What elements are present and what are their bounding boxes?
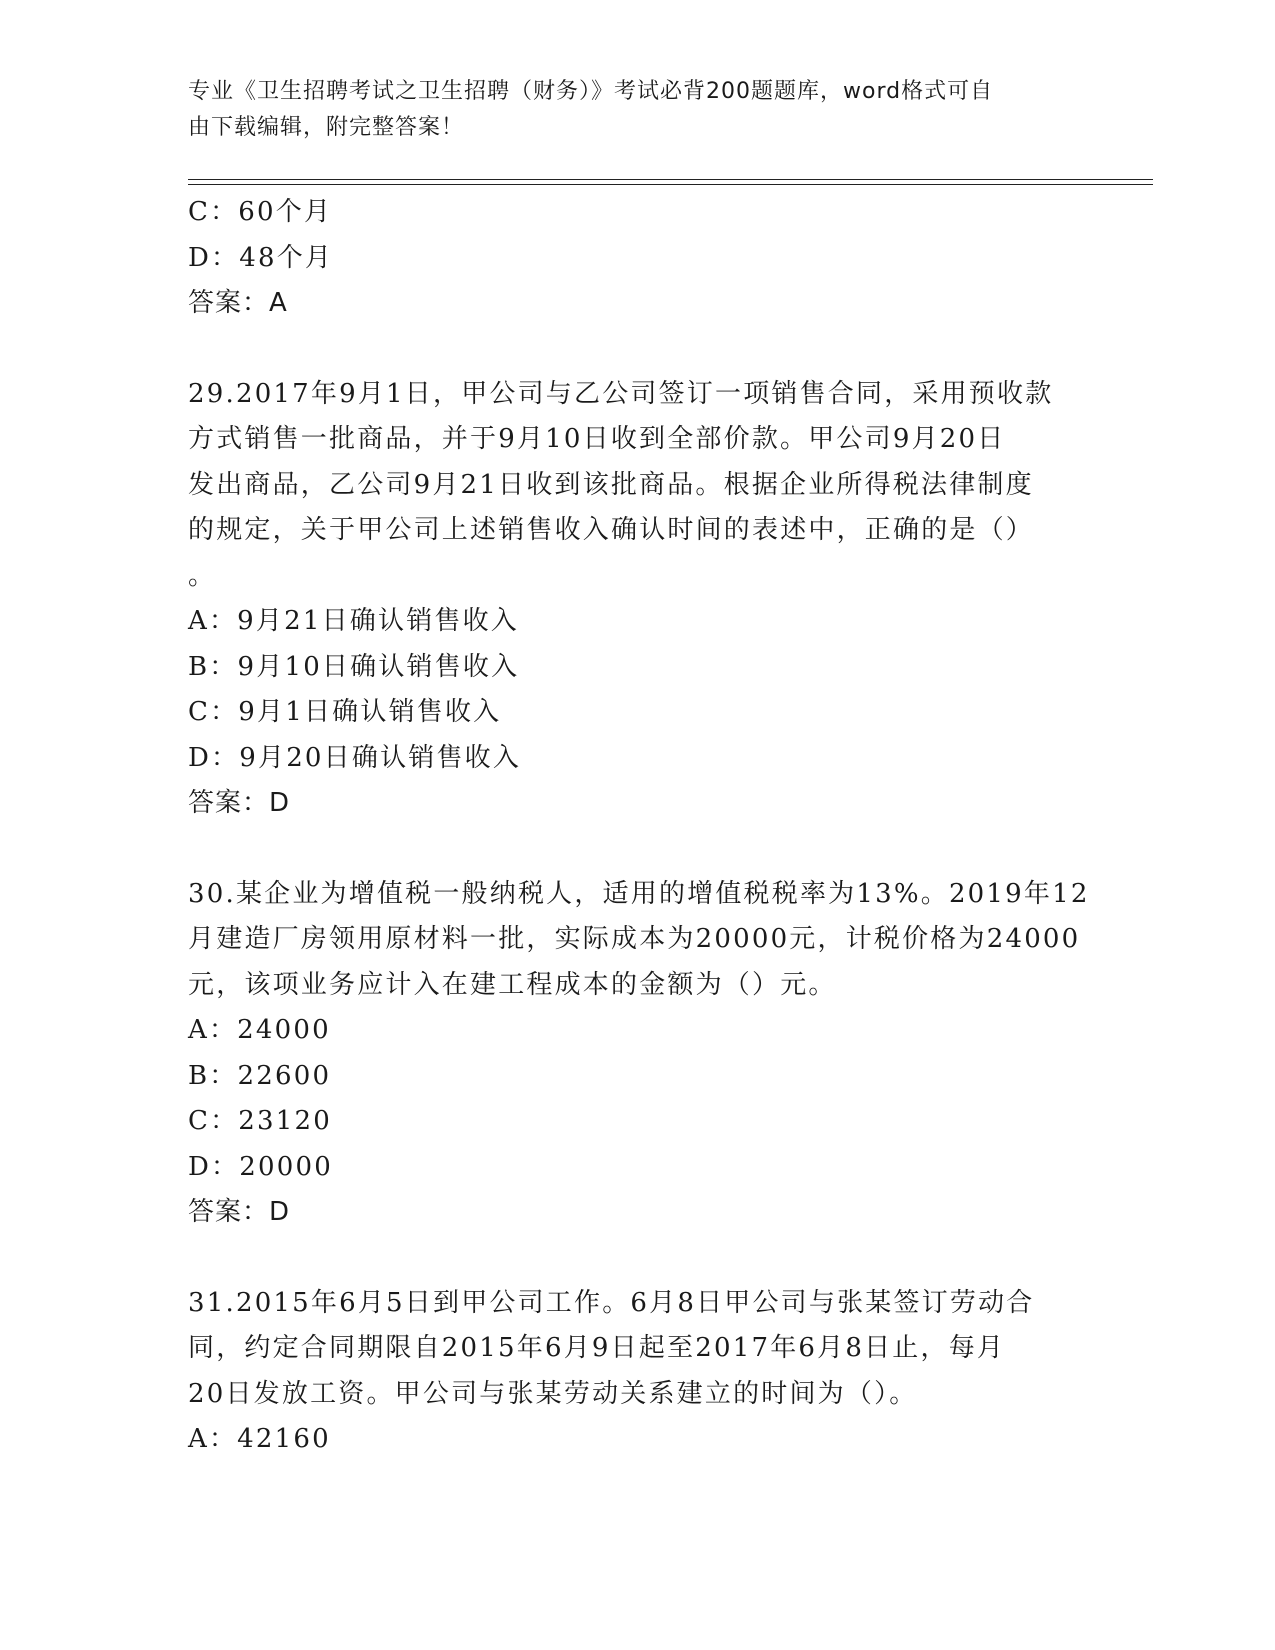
answer-line: 答案：D — [188, 788, 291, 818]
answer-line: 答案：D — [188, 1197, 291, 1227]
question-text — [188, 1281, 1088, 1418]
spacer — [188, 1236, 1088, 1281]
option-d: D：9月20日确认销售收入 — [188, 742, 522, 773]
header-line-2: 由下载编辑，附完整答案！ — [188, 115, 465, 140]
spacer — [188, 827, 1088, 872]
question-line: 元，该项业务应计入在建工程成本的金额为（）元。 — [188, 969, 837, 1000]
option-d: D：20000 — [188, 1151, 333, 1182]
question-line: 。 — [188, 560, 217, 591]
option-c: C：9月1日确认销售收入 — [188, 697, 502, 727]
question-line: 20日发放工资。甲公司与张某劳动关系建立的时间为（）。 — [188, 1378, 918, 1409]
option-c: C：60个月 — [188, 197, 333, 227]
answer-line: 答案：A — [188, 288, 288, 318]
option-b: B：22600 — [188, 1060, 332, 1091]
header-divider-bottom — [188, 184, 1153, 185]
header-line-1: 专业《卫生招聘考试之卫生招聘（财务）》考试必背200题题库，word格式可自 — [188, 79, 994, 104]
document-body — [188, 190, 1088, 1463]
question-30 — [188, 872, 1088, 1236]
question-line: 29.2017年9月1日，甲公司与乙公司签订一项销售合同，采用预收款 — [188, 378, 1054, 409]
question-line: 方式销售一批商品，并于9月10日收到全部价款。甲公司9月20日 — [188, 424, 1006, 454]
question-text — [188, 872, 1088, 1009]
spacer — [188, 327, 1088, 372]
question-29 — [188, 372, 1088, 827]
question-line: 发出商品，乙公司9月21日收到该批商品。根据企业所得税法律制度 — [188, 469, 1034, 500]
question-line: 同，约定合同期限自2015年6月9日起至2017年6月8日止，每月 — [188, 1333, 1006, 1363]
question-31 — [188, 1281, 1088, 1463]
option-a: A：42160 — [188, 1424, 331, 1454]
option-a: A：9月21日确认销售收入 — [188, 606, 520, 636]
document-header — [188, 74, 1088, 146]
option-b: B：9月10日确认销售收入 — [188, 651, 520, 682]
option-c: C：23120 — [188, 1106, 333, 1136]
option-a: A：24000 — [188, 1015, 331, 1045]
question-line: 31.2015年6月5日到甲公司工作。6月8日甲公司与张某签订劳动合 — [188, 1287, 1035, 1318]
option-d: D：48个月 — [188, 242, 334, 273]
question-line: 30.某企业为增值税一般纳税人，适用的增值税税率为13%。2019年12 — [188, 878, 1090, 909]
question-line: 月建造厂房领用原材料一批，实际成本为20000元，计税价格为24000 — [188, 924, 1081, 954]
question-text — [188, 372, 1088, 600]
header-divider-top — [188, 179, 1153, 180]
previous-question — [188, 190, 1088, 327]
question-line: 的规定，关于甲公司上述销售收入确认时间的表述中，正确的是（） — [188, 515, 1035, 545]
